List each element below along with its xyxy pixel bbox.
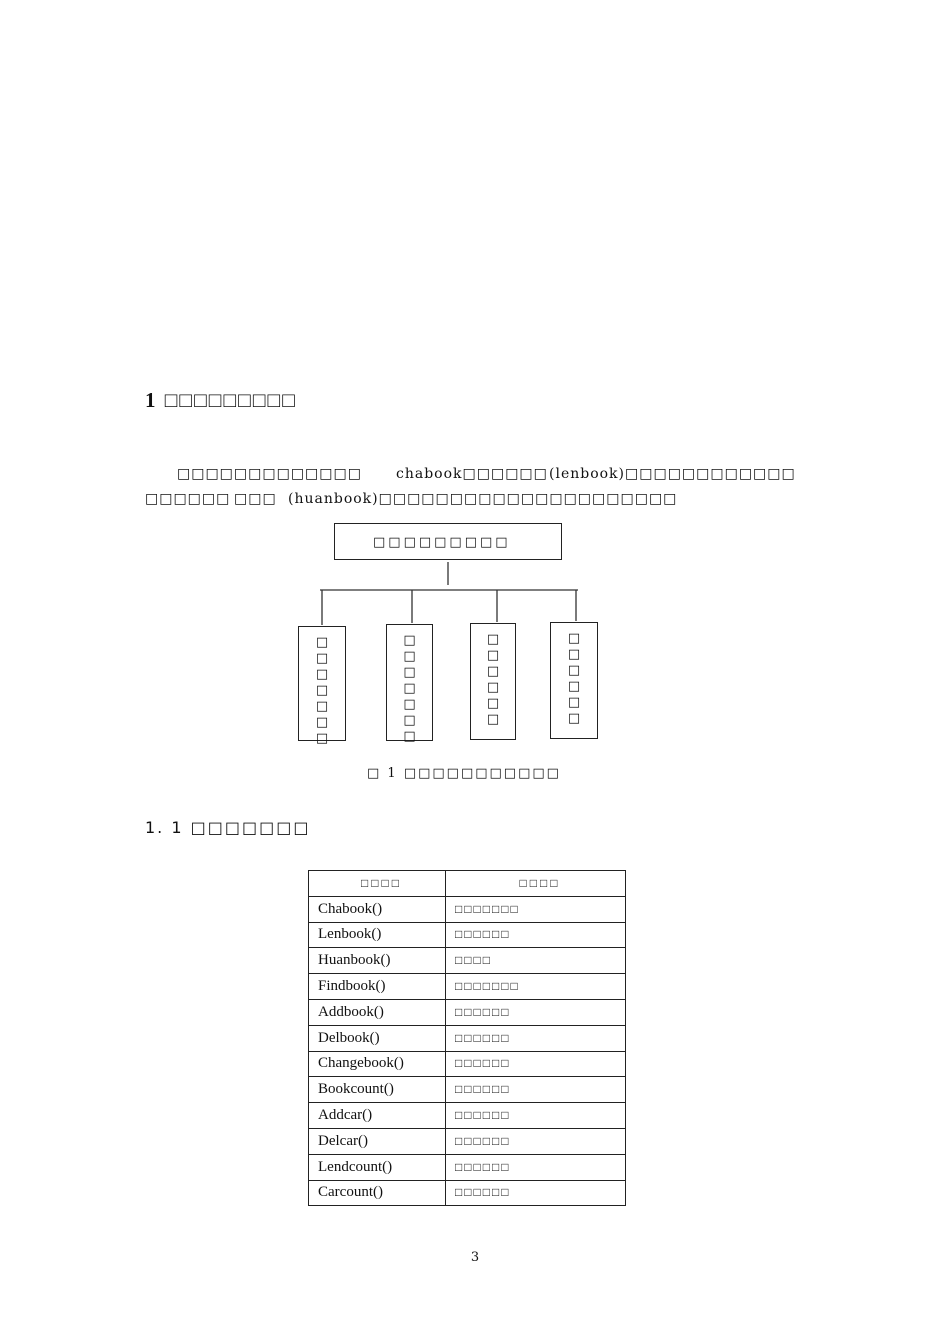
diagram-child-char: □	[486, 632, 500, 647]
table-row	[309, 896, 626, 922]
diagram-child-char: □	[486, 664, 500, 679]
function-desc-cell: □□□□□□□	[446, 896, 626, 922]
diagram-child-char: □	[315, 731, 329, 746]
table-row	[309, 948, 626, 974]
diagram-child-box-2	[386, 624, 433, 744]
table-row	[309, 1025, 626, 1051]
function-desc-cell: □□□□□□	[446, 922, 626, 948]
subsection-heading: 1. 1 □□□□□□□	[145, 818, 311, 837]
function-desc-cell: □□□□	[446, 948, 626, 974]
table-row	[309, 974, 626, 1000]
function-desc-cell: □□□□□□□	[446, 974, 626, 1000]
diagram-child-char: □	[567, 631, 581, 646]
function-desc-cell: □□□□□□	[446, 1077, 626, 1103]
diagram-child-char: □	[567, 679, 581, 694]
diagram-child-box-4	[550, 622, 598, 739]
table-header-row	[309, 871, 626, 897]
table-row	[309, 1128, 626, 1154]
diagram-child-char: □	[403, 681, 416, 696]
function-table	[308, 870, 626, 1206]
diagram-child-char: □	[486, 696, 500, 711]
table-row	[309, 1077, 626, 1103]
figure-caption: □ 1 □□□□□□□□□□□	[367, 766, 561, 781]
table-header-cell: □□□□	[446, 871, 626, 897]
diagram-child-char: □	[403, 697, 416, 712]
function-name-cell: Addbook()	[309, 999, 446, 1025]
diagram-child-box-3	[470, 623, 516, 740]
diagram-child-char: □	[486, 712, 500, 727]
intro-line1-part3: (lenbook)□□□□□□□□□□□□	[549, 466, 796, 482]
table-row	[309, 922, 626, 948]
diagram-child-char: □	[567, 647, 581, 662]
diagram-child-char: □	[315, 667, 329, 682]
function-name-cell: Bookcount()	[309, 1077, 446, 1103]
function-name-cell: Lenbook()	[309, 922, 446, 948]
diagram-child-char: □	[315, 683, 329, 698]
table-row	[309, 1154, 626, 1180]
diagram-child-char: □	[403, 713, 416, 728]
function-desc-cell: □□□□□□	[446, 1103, 626, 1129]
table-row	[309, 1180, 626, 1206]
diagram-child-char: □	[315, 715, 329, 730]
section-heading: 1 □□□□□□□□□	[145, 388, 297, 412]
table-row	[309, 999, 626, 1025]
function-name-cell: Changebook()	[309, 1051, 446, 1077]
intro-line2-part1: □□□□□□	[145, 491, 231, 507]
diagram-child-char: □	[567, 695, 581, 710]
function-name-cell: Delbook()	[309, 1025, 446, 1051]
table-header-cell: □□□□	[309, 871, 446, 897]
diagram-child-char: □	[403, 649, 416, 664]
function-name-cell: Chabook()	[309, 896, 446, 922]
diagram-child-char: □	[315, 635, 329, 650]
table-row	[309, 1103, 626, 1129]
function-desc-cell: □□□□□□	[446, 1180, 626, 1206]
function-name-cell: Carcount()	[309, 1180, 446, 1206]
diagram-root-box: □□□□□□□□□	[334, 523, 562, 560]
function-name-cell: Lendcount()	[309, 1154, 446, 1180]
intro-line2-part2: □□□	[234, 491, 277, 507]
function-name-cell: Addcar()	[309, 1103, 446, 1129]
diagram-child-char: □	[315, 699, 329, 714]
diagram-child-box-1	[298, 626, 346, 746]
table-row	[309, 1051, 626, 1077]
diagram-child-char: □	[403, 729, 416, 744]
function-name-cell: Huanbook()	[309, 948, 446, 974]
diagram-child-char: □	[567, 711, 581, 726]
diagram-child-char: □	[403, 665, 416, 680]
function-desc-cell: □□□□□□	[446, 1154, 626, 1180]
function-desc-cell: □□□□□□	[446, 1051, 626, 1077]
function-desc-cell: □□□□□□	[446, 1025, 626, 1051]
diagram-child-char: □	[315, 651, 329, 666]
diagram-child-char: □	[567, 663, 581, 678]
intro-line1-part1: □□□□□□□□□□□□□	[177, 466, 362, 482]
page-number: 3	[470, 1250, 480, 1265]
intro-line1-part2: chabook□□□□□□	[396, 466, 548, 482]
intro-line2-part3: (huanbook)□□□□□□□□□□□□□□□□□□□□□	[288, 491, 678, 507]
diagram-child-char: □	[403, 633, 416, 648]
function-desc-cell: □□□□□□	[446, 999, 626, 1025]
diagram-child-char: □	[486, 648, 500, 663]
diagram-child-char: □	[486, 680, 500, 695]
function-name-cell: Findbook()	[309, 974, 446, 1000]
function-name-cell: Delcar()	[309, 1128, 446, 1154]
function-desc-cell: □□□□□□	[446, 1128, 626, 1154]
